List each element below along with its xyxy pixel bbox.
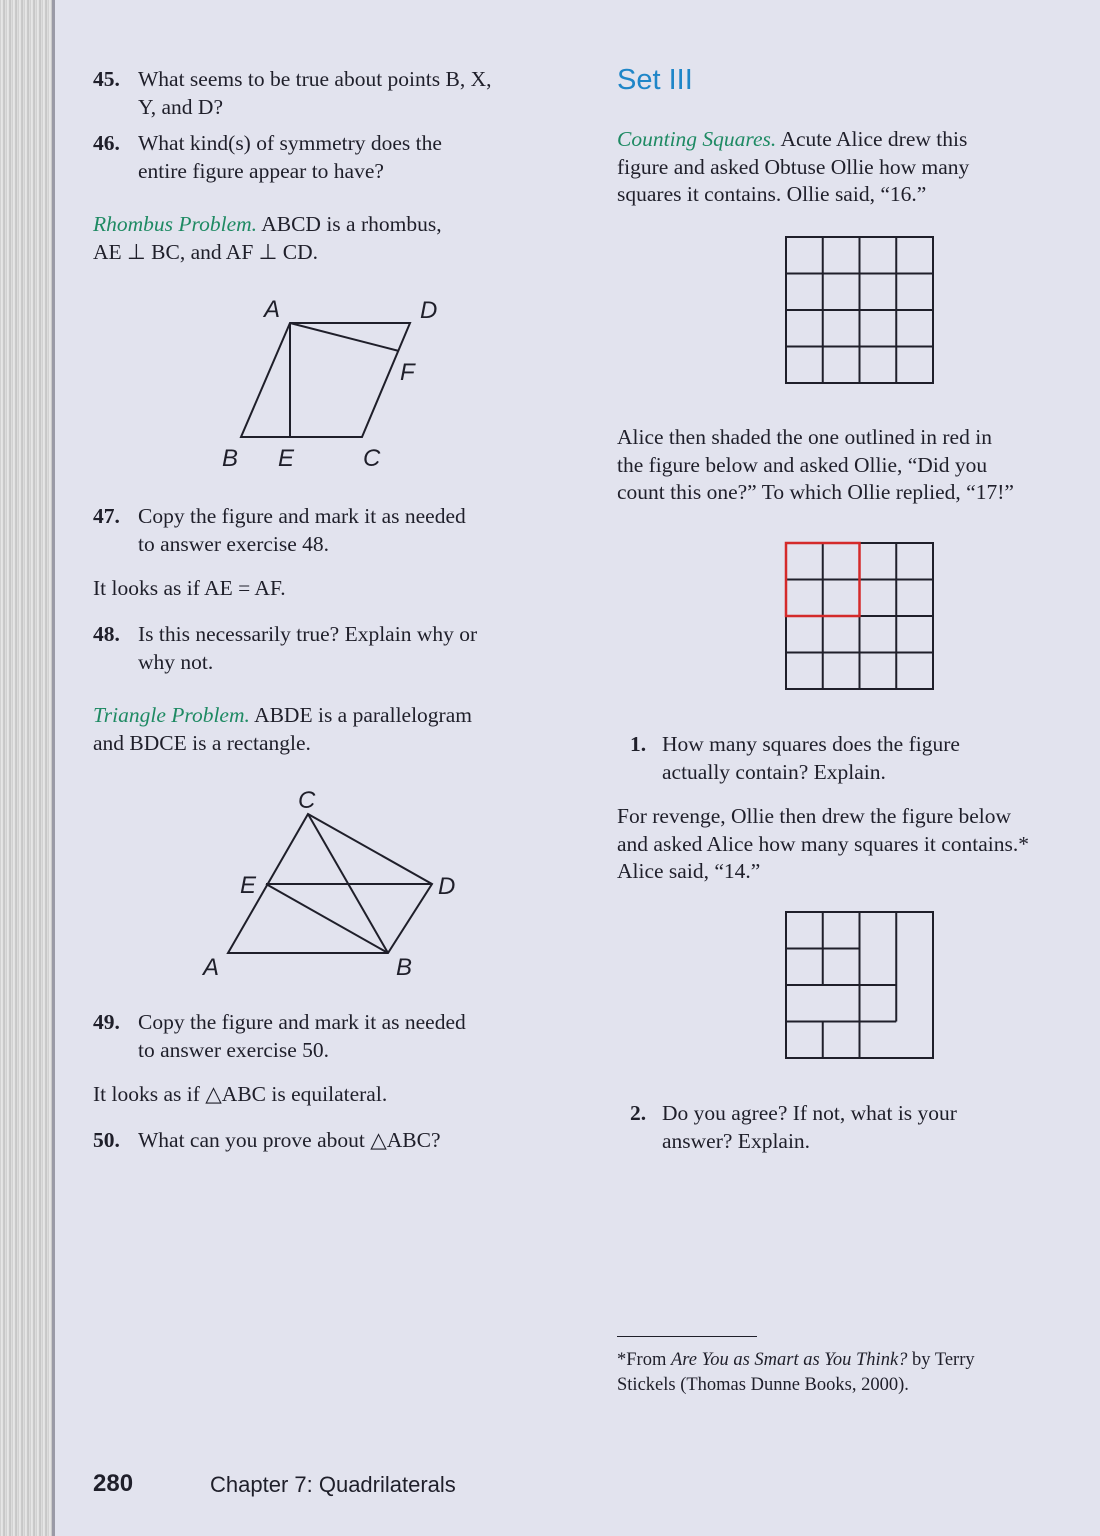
- footnote-line: Stickels (Thomas Dunne Books, 2000).: [617, 1375, 909, 1395]
- exercise-text-line: Copy the figure and mark it as needed: [138, 1010, 466, 1034]
- rhombus-figure: [210, 290, 450, 480]
- vertex-label-e: E: [240, 872, 257, 899]
- vertex-label-d: D: [438, 873, 456, 900]
- vertex-label-b: B: [222, 445, 239, 472]
- problem-title: Triangle Problem.: [93, 703, 250, 727]
- exercise-number: 49.: [93, 1010, 120, 1034]
- exercise-number: 47.: [93, 504, 120, 528]
- problem-text: Acute Alice drew this: [776, 127, 968, 151]
- question-text-line: answer? Explain.: [662, 1128, 811, 1153]
- ollie-revenge-paragraph: [617, 803, 1097, 886]
- vertex-label-a: A: [264, 296, 281, 323]
- problem-text-line: and BDCE is a rectangle.: [93, 730, 311, 755]
- vertex-label-a: A: [203, 954, 220, 981]
- set-title: Set III: [617, 64, 693, 96]
- footnote-rule: [617, 1336, 757, 1337]
- exercise-number: 46.: [93, 131, 120, 155]
- vertex-label-b: B: [396, 954, 413, 981]
- vertex-label-e: E: [278, 445, 295, 472]
- exercise-text-line: entire figure appear to have?: [138, 158, 384, 183]
- paragraph-line: Alice said, “14.”: [617, 859, 761, 883]
- vertex-label-d: D: [420, 297, 438, 324]
- exercise-text-line: Y, and D?: [138, 94, 223, 119]
- question-text-line: Do you agree? If not, what is your: [662, 1101, 957, 1125]
- problem-title: Rhombus Problem.: [93, 212, 258, 236]
- page-number: 280: [93, 1470, 134, 1497]
- grid-figure-1: [785, 236, 935, 386]
- paragraph-line: the figure below and asked Ollie, “Did you: [617, 452, 988, 477]
- footnote-suffix: by Terry: [907, 1350, 975, 1370]
- paragraph-line: and asked Alice how many squares it contains.*: [617, 831, 1029, 856]
- triangle-problem: [93, 702, 593, 757]
- exercise-text-line: to answer exercise 48.: [138, 531, 330, 556]
- book-spine: [0, 0, 52, 1536]
- footnote-book-title: Are You as Smart as You Think?: [670, 1350, 908, 1370]
- chapter-title: Chapter 7: Quadrilaterals: [210, 1472, 456, 1497]
- statement-ae-af: It looks as if AE = AF.: [93, 576, 286, 600]
- counting-squares-intro: [617, 126, 1097, 209]
- paragraph-line: For revenge, Ollie then drew the figure below: [617, 804, 1012, 828]
- statement-equilateral: It looks as if △ABC is equilateral.: [93, 1082, 388, 1106]
- exercise-text-line: why not.: [138, 649, 214, 674]
- exercise-number: 48.: [93, 622, 120, 646]
- question-text-line: How many squares does the figure: [662, 732, 960, 756]
- problem-text-line: AE ⊥ BC, and AF ⊥ CD.: [93, 239, 319, 264]
- question-number: 1.: [630, 732, 647, 756]
- grid-figure-2: [785, 542, 935, 692]
- paragraph-line: count this one?” To which Ollie replied, “17!”: [617, 480, 1014, 504]
- problem-text-line: figure and asked Obtuse Ollie how many: [617, 154, 970, 179]
- triangle-figure: [195, 780, 485, 985]
- question-number: 2.: [630, 1101, 647, 1125]
- footnote: [617, 1348, 1097, 1398]
- vertex-label-c: C: [363, 445, 381, 472]
- exercise-text-line: What can you prove about △ABC?: [138, 1128, 441, 1152]
- rhombus-problem: [93, 211, 593, 266]
- exercise-text-line: What kind(s) of symmetry does the: [138, 131, 442, 155]
- problem-title: Counting Squares.: [617, 127, 777, 151]
- exercise-number: 45.: [93, 67, 120, 91]
- exercise-text-line: Is this necessarily true? Explain why or: [138, 622, 478, 646]
- vertex-label-f: F: [400, 359, 415, 386]
- paragraph-line: Alice then shaded the one outlined in red in: [617, 425, 992, 449]
- exercise-text-line: to answer exercise 50.: [138, 1037, 330, 1062]
- grid-figure-3: [785, 911, 935, 1061]
- vertex-label-c: C: [298, 787, 316, 814]
- problem-text: ABCD is a rhombus,: [257, 212, 442, 236]
- question-text-line: actually contain? Explain.: [662, 759, 886, 784]
- alice-shaded-paragraph: [617, 424, 1097, 507]
- exercise-text-line: What seems to be true about points B, X,: [138, 67, 492, 91]
- exercise-text-line: Copy the figure and mark it as needed: [138, 504, 466, 528]
- problem-text-line: squares it contains. Ollie said, “16.”: [617, 182, 927, 206]
- footnote-prefix: *From: [617, 1350, 671, 1370]
- problem-text: ABDE is a parallelogram: [249, 703, 472, 727]
- exercise-number: 50.: [93, 1128, 120, 1152]
